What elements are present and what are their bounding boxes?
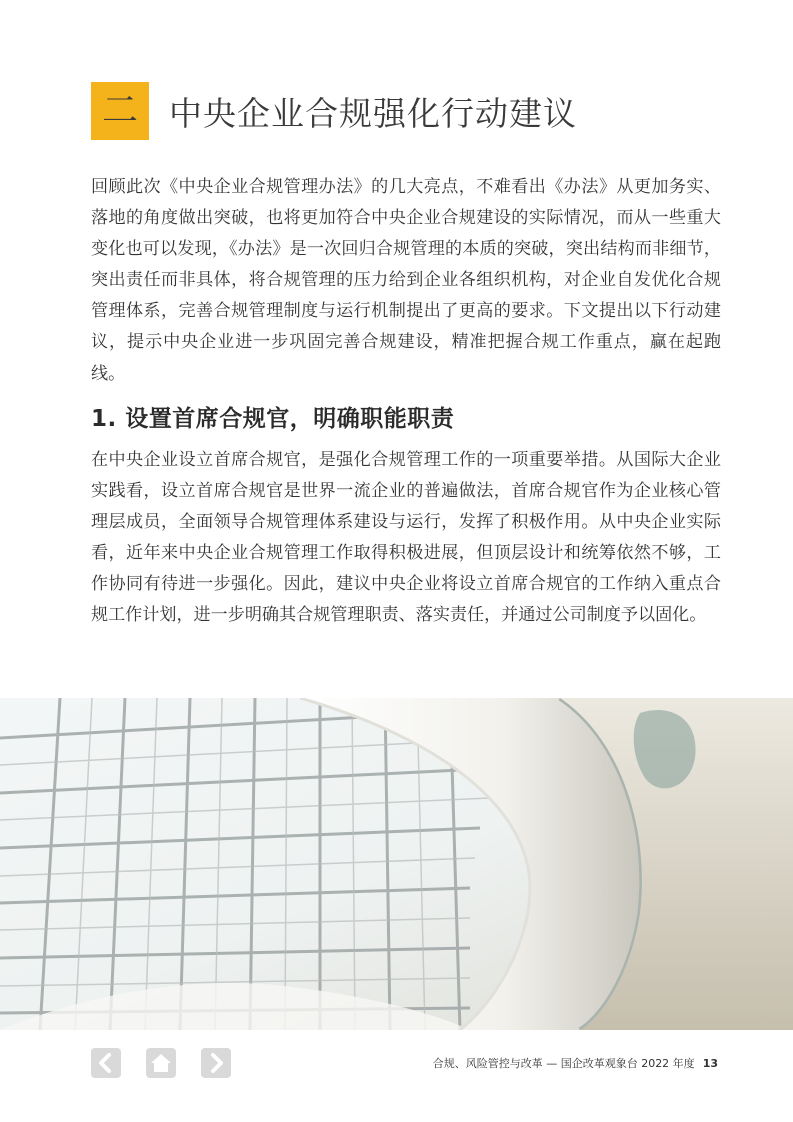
body-paragraph-intro: 回顾此次《中央企业合规管理办法》的几大亮点，不难看出《办法》从更加务实、落地的角度做出突破，也将更加符合中央企业合规建设的实际情况，而从一些重大变化也可以发现，《办法》是一次回归合规管理的本质的突破，突出结构而非细节，突出责任而非具体，将合规管理的压力给到企业各组织机构，对企业自发优化合规管理体系，完善合规管理制度与运行机制提出了更高的要求。下文提出以下行动建议，提示中央企业进一步巩固完善合规建设，精准把握合规工作重点，赢在起跑线。 <box>91 177 721 384</box>
footer <box>433 1055 718 1071</box>
body-paragraph-cco: 在中央企业设立首席合规官，是强化合规管理工作的一项重要举措。从国际大企业实践看，设立首席合规官是世界一流企业的普遍做法，首席合规官作为企业核心管理层成员，全面领导合规管理体系建设与运行，发挥了积极作用。从中央企业实际看，近年来中央企业合规管理工作取得积极进展，但顶层设计和统筹依然不够，工作协同有待进一步强化。因此，建议中央企业将设立首席合规官的工作纳入重点合规工作计划，进一步明确其合规管理职责、落实责任，并通过公司制度予以固化。 <box>91 450 721 626</box>
section-header <box>91 82 577 140</box>
footer-publication-title: 合规、风险管控与改革 — 国企改革观象台 2022 年度 <box>432 1057 695 1070</box>
page-number: 13 <box>702 1057 718 1070</box>
footer-navigation <box>91 1048 231 1078</box>
section-number-badge: 二 <box>91 82 149 140</box>
section-title: 中央企业合规强化行动建议 <box>169 93 577 133</box>
chevron-right-icon[interactable] <box>201 1048 231 1078</box>
architecture-photo <box>0 698 793 1030</box>
home-icon[interactable] <box>146 1048 176 1078</box>
subheading-chief-compliance-officer: 1. 设置首席合规官，明确职能职责 <box>91 406 455 432</box>
chevron-left-icon[interactable] <box>91 1048 121 1078</box>
